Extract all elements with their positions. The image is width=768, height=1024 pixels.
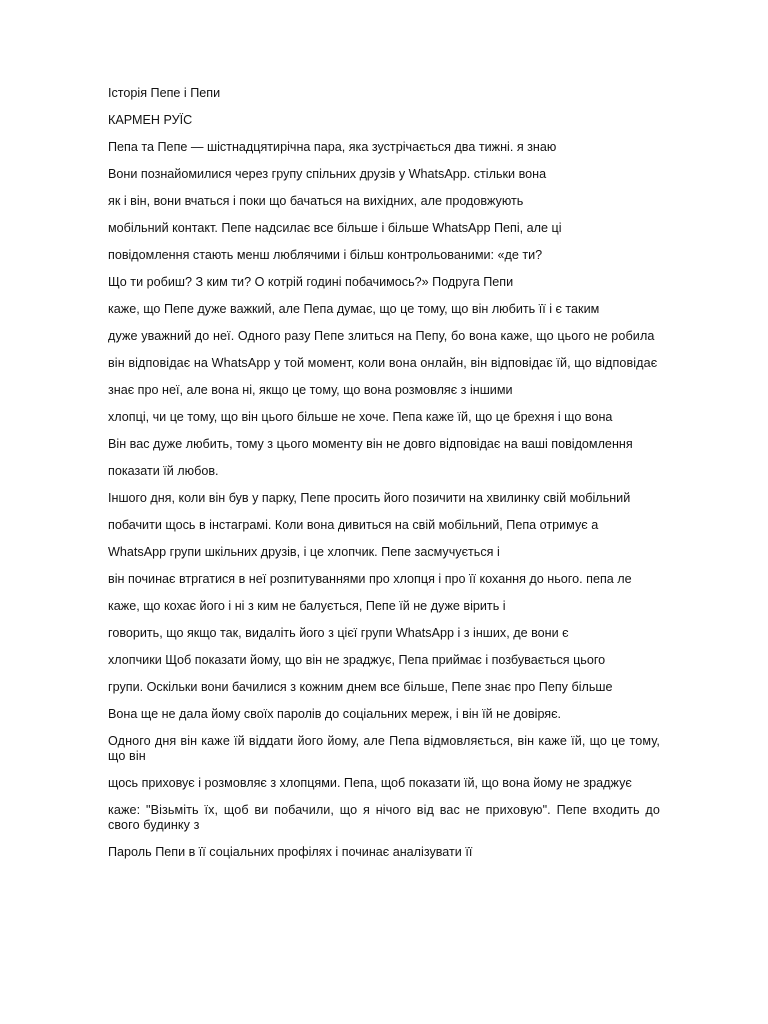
text-line: Вони познайомилися через групу спільних друзів у WhatsApp. стільки вона xyxy=(108,167,547,181)
text-line: WhatsApp групи шкільних друзів, і це хлопчик. Пепе засмучується і xyxy=(108,545,500,559)
document-author: КАРМЕН РУЇС xyxy=(108,113,193,127)
text-line: говорить, що якщо так, видаліть його з цієї групи WhatsApp і з інших, де вони є xyxy=(108,626,569,640)
document-page xyxy=(108,86,660,872)
text-line: він починає втргатися в неї розпитуваннями про хлопця і про її кохання до нього. пепа ле xyxy=(108,572,632,586)
text-line: повідомлення стають менш люблячими і більш контрольованими: «де ти? xyxy=(108,248,543,262)
text-line: мобільний контакт. Пепе надсилає все більше і більше WhatsApp Пепі, але ці xyxy=(108,221,562,235)
text-line: побачити щось в інстаграмі. Коли вона дивиться на свій мобільний, Пепа отримує а xyxy=(108,518,599,532)
text-line: знає про неї, але вона ні, якщо це тому, що вона розмовляє з іншими xyxy=(108,383,513,397)
text-line: він відповідає на WhatsApp у той момент, коли вона онлайн, він відповідає їй, що відповідає xyxy=(108,356,658,370)
text-line: каже, що кохає його і ні з ким не балується, Пепе їй не дуже вірить і xyxy=(108,599,506,613)
text-line: Одного дня він каже їй віддати його йому, але Пепа відмовляється, він каже їй, що це тому, що він xyxy=(108,734,660,763)
text-line: Пароль Пепи в її соціальних профілях і починає аналізувати її xyxy=(108,845,473,859)
text-line: хлопці, чи це тому, що він цього більше не хоче. Пепа каже їй, що це брехня і що вона xyxy=(108,410,613,424)
text-line: щось приховує і розмовляє з хлопцями. Пепа, щоб показати їй, що вона йому не зраджує xyxy=(108,776,632,790)
text-line: каже: "Візьміть їх, щоб ви побачили, що я нічого від вас не приховую". Пепе входить до свого будинку з xyxy=(108,803,660,832)
text-line: Пепа та Пепе — шістнадцятирічна пара, яка зустрічається два тижні. я знаю xyxy=(108,140,557,154)
text-line: групи. Оскільки вони бачилися з кожним днем все більше, Пепе знає про Пепу більше xyxy=(108,680,613,694)
text-line: хлопчики Щоб показати йому, що він не зраджує, Пепа приймає і позбувається цього xyxy=(108,653,606,667)
text-line: Вона ще не дала йому своїх паролів до соціальних мереж, і він їй не довіряє. xyxy=(108,707,562,721)
document-title: Історія Пепе і Пепи xyxy=(108,86,221,100)
text-line: показати їй любов. xyxy=(108,464,219,478)
text-line: Що ти робиш? З ким ти? О котрій годині побачимось?» Подруга Пепи xyxy=(108,275,514,289)
text-line: Він вас дуже любить, тому з цього моменту він не довго відповідає на ваші повідомлення xyxy=(108,437,633,451)
text-line: як і він, вони вчаться і поки що бачаться на вихідних, але продовжують xyxy=(108,194,524,208)
text-line: Іншого дня, коли він був у парку, Пепе просить його позичити на хвилинку свій мобільний xyxy=(108,491,631,505)
text-line: дуже уважний до неї. Одного разу Пепе злиться на Пепу, бо вона каже, що цього не робила xyxy=(108,329,655,343)
text-line: каже, що Пепе дуже важкий, але Пепа думає, що це тому, що він любить її і є таким xyxy=(108,302,600,316)
